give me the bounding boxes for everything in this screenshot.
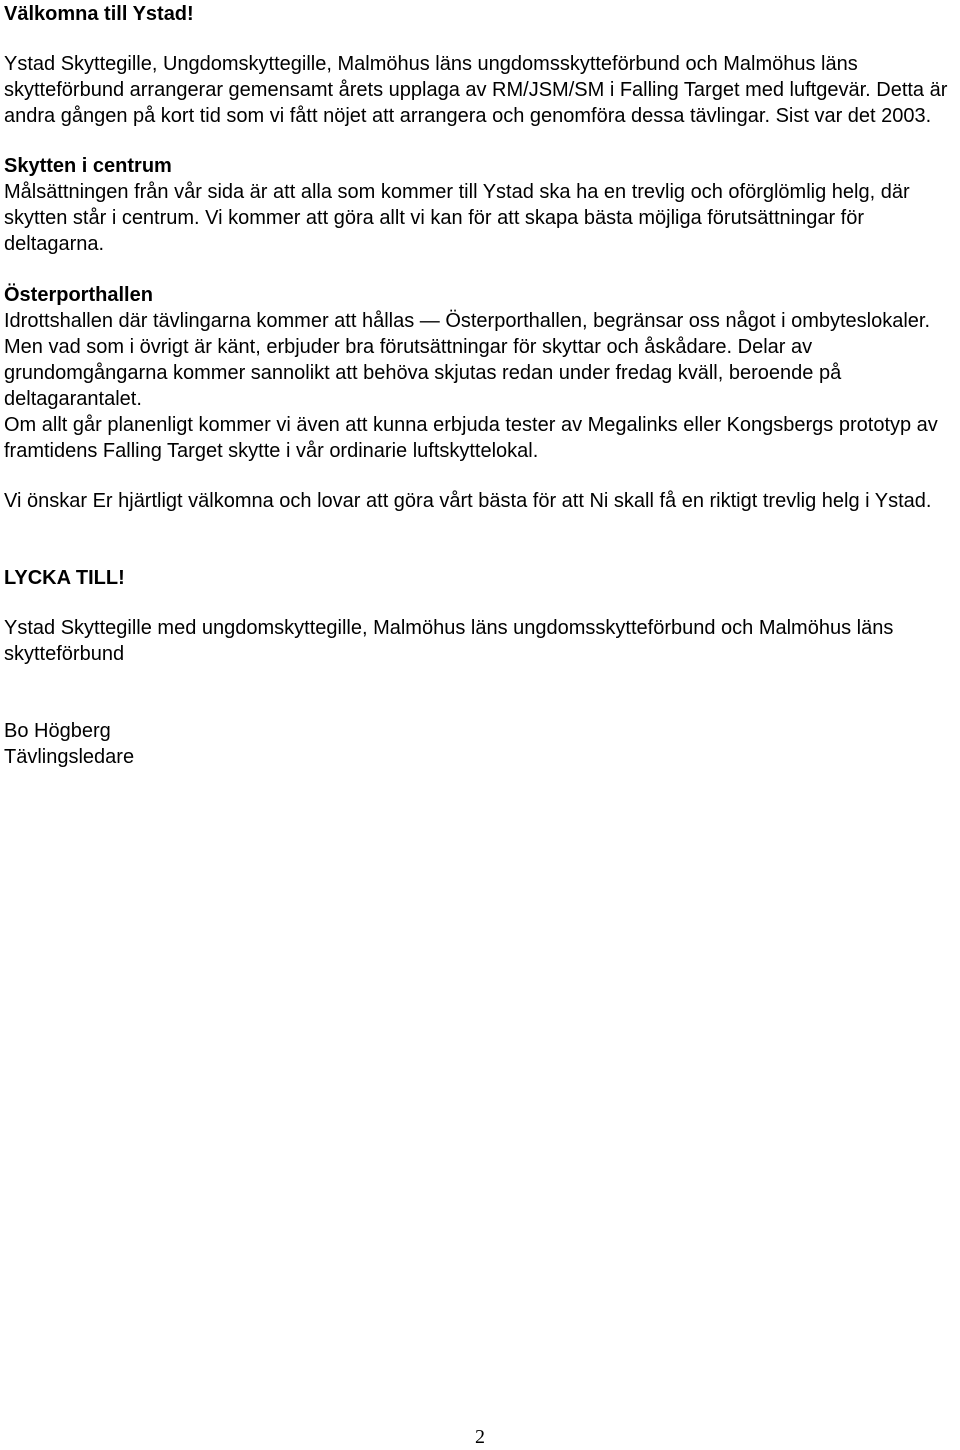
section-osterporthallen (4, 282, 960, 464)
good-luck-text: LYCKA TILL! (4, 567, 125, 589)
section-body-skytten-i-centrum: Målsättningen från vår sida är att alla som kommer till Ystad ska ha en trevlig och oförglömlig helg, där skytten står i centrum. Vi kommer att göra allt vi kan för att skapa bästa möjliga förutsättningar för deltagarna. (4, 181, 910, 255)
signature-block (4, 718, 960, 770)
signature-role: Tävlingsledare (4, 746, 135, 768)
section-body-osterporthallen-2: Om allt går planenligt kommer vi även att kunna erbjuda tester av Megalinks eller Kongsbergs prototyp av framtidens Falling Target skytte i vår ordinarie luftskyttelokal. (4, 414, 938, 462)
section-body-osterporthallen: Idrottshallen där tävlingarna kommer att hållas — Österporthallen, begränsar oss något i ombyteslokaler. Men vad som i övrigt är känt, erbjuder bra förutsättningar för skyttar och åskådare. Delar av grundomgångarna kommer sannolikt att behöva skjutas redan under fredag kväll, beroende på deltagarantalet. (4, 310, 931, 410)
welcome-paragraph: Vi önskar Er hjärtligt välkomna och lovar att göra vårt bästa för att Ni skall få en riktigt trevlig helg i Ystad. (4, 490, 932, 512)
document-title: Välkomna till Ystad! (4, 3, 194, 25)
section-skytten-i-centrum (4, 153, 960, 257)
section-heading-osterporthallen: Österporthallen (4, 284, 153, 306)
organizers-paragraph: Ystad Skyttegille med ungdomskyttegille, Malmöhus läns ungdomsskytteförbund och Malmöhus läns skytteförbund (4, 617, 894, 665)
signature-name: Bo Högberg (4, 720, 111, 742)
intro-paragraph: Ystad Skyttegille, Ungdomskyttegille, Malmöhus läns ungdomsskytteförbund och Malmöhus läns skytteförbund arrangerar gemensamt årets upplaga av RM/JSM/SM i Falling Target med luftgevär. Detta är andra gången på kort tid som vi fått nöjet att arrangera och genomföra dessa tävlingar. Sist var det 2003. (4, 53, 948, 127)
section-heading-skytten-i-centrum: Skytten i centrum (4, 155, 172, 177)
document-page (4, 0, 960, 770)
page-number: 2 (475, 1426, 485, 1448)
